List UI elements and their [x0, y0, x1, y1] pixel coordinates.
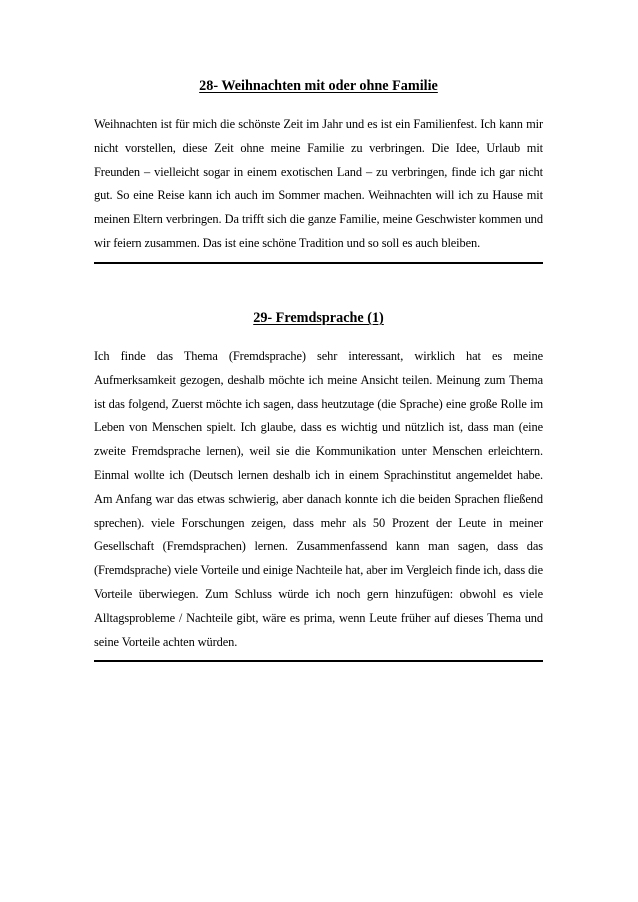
essay-section-weihnachten — [94, 76, 543, 264]
section-divider — [94, 262, 543, 264]
section-body: Ich finde das Thema (Fremdsprache) sehr interessant, wirklich hat es meine Aufmerksamkeit gezogen, deshalb möchte ich meine Ansicht teilen. Meinung zum Thema ist das folgend, Zuerst möchte ich sagen, dass heutzutage (die Sprache) eine große Rolle im Leben von Menschen spielt. Ich glaube, dass es wichtig und nützlich ist, dass man (eine zweite Fremdsprache lernen), weil sie die Kommunikation unter Menschen erleichtern. Einmal wollte ich (Deutsch lernen deshalb ich in einem Sprachinstitut angemeldet habe. Am Anfang war das etwas schwierig, aber danach konnte ich die beiden Sprachen fließend sprechen). viele Forschungen zeigen, dass mehr als 50 Prozent der Leute in meiner Gesellschaft (Fremdsprachen) lernen. Zusammenfassend kann man sagen, dass das (Fremdsprache) viele Vorteile und einige Nachteile hat, aber im Vergleich finde ich, dass die Vorteile überwiegen. Zum Schluss würde ich noch gern hinzufügen: obwohl es viele Alltagsprobleme / Nachteile gibt, wäre es prima, wenn Leute früher auf dieses Thema und seine Vorteile achten würden. — [94, 349, 543, 649]
section-title: 28- Weihnachten mit oder ohne Familie — [199, 78, 438, 94]
section-title: 29- Fremdsprache (1) — [253, 310, 384, 326]
section-body: Weihnachten ist für mich die schönste Zeit im Jahr und es ist ein Familienfest. Ich kann mir nicht vorstellen, diese Zeit ohne meine Familie zu verbringen. Die Idee, Urlaub mit Freunden – vielleicht sogar in einem exotischen Land – zu verbringen, finde ich gar nicht gut. So eine Reise kann ich auch im Sommer machen. Weihnachten will ich zu Hause mit meinen Eltern verbringen. Da trifft sich die ganze Familie, meine Geschwister kommen und wir feiern zusammen. Das ist eine schöne Tradition und so soll es auch bleiben. — [94, 117, 543, 250]
essay-section-fremdsprache — [94, 308, 543, 662]
section-divider — [94, 660, 543, 662]
